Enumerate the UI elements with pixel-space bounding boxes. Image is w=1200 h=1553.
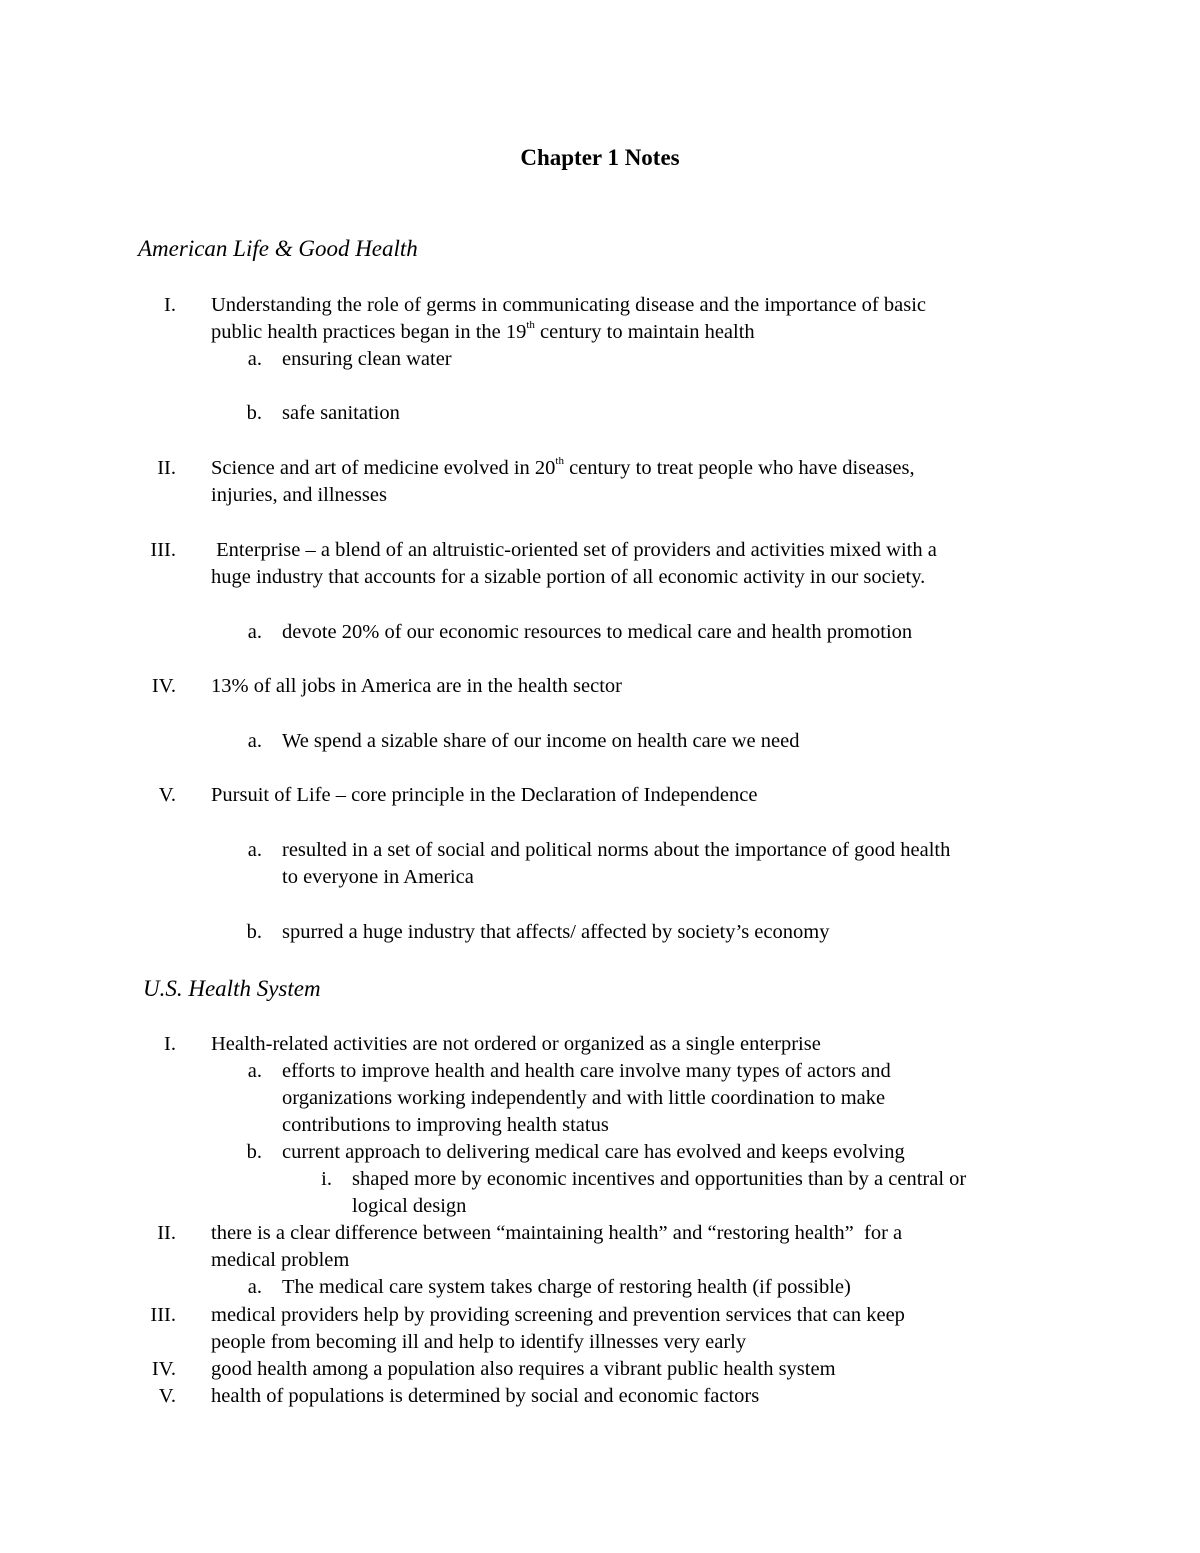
sub-item-text: safe sanitation — [282, 402, 400, 424]
sub-letter: b. — [246, 402, 262, 424]
section-heading-american-life: American Life & Good Health — [138, 236, 418, 261]
list-item-text: good health among a population also requires a vibrant public health system — [211, 1358, 836, 1380]
sub-letter: a. — [247, 1060, 262, 1082]
sub-letter: a. — [247, 621, 262, 643]
list-item-text: Enterprise – a blend of an altruistic-oriented set of providers and activities mixed with a — [211, 539, 937, 561]
numeral: III. — [150, 1304, 176, 1326]
numeral: IV. — [151, 675, 176, 697]
subsub-item-text: logical design — [352, 1195, 467, 1217]
numeral: IV. — [151, 1358, 176, 1380]
sub-item-text: The medical care system takes charge of restoring health (if possible) — [282, 1276, 851, 1298]
numeral: I. — [164, 294, 176, 316]
sub-item-text: contributions to improving health status — [282, 1114, 609, 1136]
sub-item-text: spurred a huge industry that affects/ affected by society’s economy — [282, 921, 830, 943]
list-item-text: medical providers help by providing screening and prevention services that can keep — [211, 1304, 905, 1326]
list-item-text: Health-related activities are not ordered or organized as a single enterprise — [211, 1033, 821, 1055]
list-item-text: Science and art of medicine evolved in 20th century to treat people who have diseases, — [211, 455, 915, 479]
numeral: II. — [157, 1222, 176, 1244]
sub-item-text: ensuring clean water — [282, 348, 452, 370]
sub-item-text: We spend a sizable share of our income on health care we need — [282, 730, 800, 752]
sub-letter: a. — [247, 348, 262, 370]
list-item-text: people from becoming ill and help to identify illnesses very early — [211, 1331, 747, 1353]
sub-item-text: efforts to improve health and health care involve many types of actors and — [282, 1060, 891, 1082]
subsub-item-text: shaped more by economic incentives and opportunities than by a central or — [352, 1168, 967, 1190]
sub-item-text: resulted in a set of social and political norms about the importance of good health — [282, 839, 951, 861]
list-item-text: injuries, and illnesses — [211, 484, 387, 506]
list-item-text: there is a clear difference between “maintaining health” and “restoring health” for a — [211, 1222, 903, 1244]
subsub-numeral: i. — [321, 1168, 332, 1190]
list-item-text: huge industry that accounts for a sizable portion of all economic activity in our society. — [211, 566, 926, 588]
numeral: V. — [158, 784, 176, 806]
list-item-text: medical problem — [211, 1249, 350, 1271]
sub-letter: b. — [246, 921, 262, 943]
list-item-text: health of populations is determined by social and economic factors — [211, 1385, 760, 1407]
sub-letter: a. — [247, 730, 262, 752]
sub-item-text: to everyone in America — [282, 866, 474, 888]
numeral: III. — [150, 539, 176, 561]
numeral: I. — [164, 1033, 176, 1055]
sub-item-text: organizations working independently and with little coordination to make — [282, 1087, 886, 1109]
sub-item-text: current approach to delivering medical care has evolved and keeps evolving — [282, 1141, 905, 1163]
list-item-text: public health practices began in the 19th century to maintain health — [211, 319, 755, 343]
numeral: V. — [158, 1385, 176, 1407]
list-item-text: Understanding the role of germs in communicating disease and the importance of basic — [211, 294, 927, 316]
sub-item-text: devote 20% of our economic resources to medical care and health promotion — [282, 621, 913, 643]
sub-letter: a. — [247, 839, 262, 861]
page-title: Chapter 1 Notes — [520, 145, 680, 170]
list-item-text: 13% of all jobs in America are in the health sector — [211, 675, 623, 697]
sub-letter: a. — [247, 1276, 262, 1298]
section-heading-us-health-system: U.S. Health System — [143, 976, 321, 1001]
list-item-text: Pursuit of Life – core principle in the Declaration of Independence — [211, 784, 758, 806]
sub-letter: b. — [246, 1141, 262, 1163]
numeral: II. — [157, 457, 176, 479]
